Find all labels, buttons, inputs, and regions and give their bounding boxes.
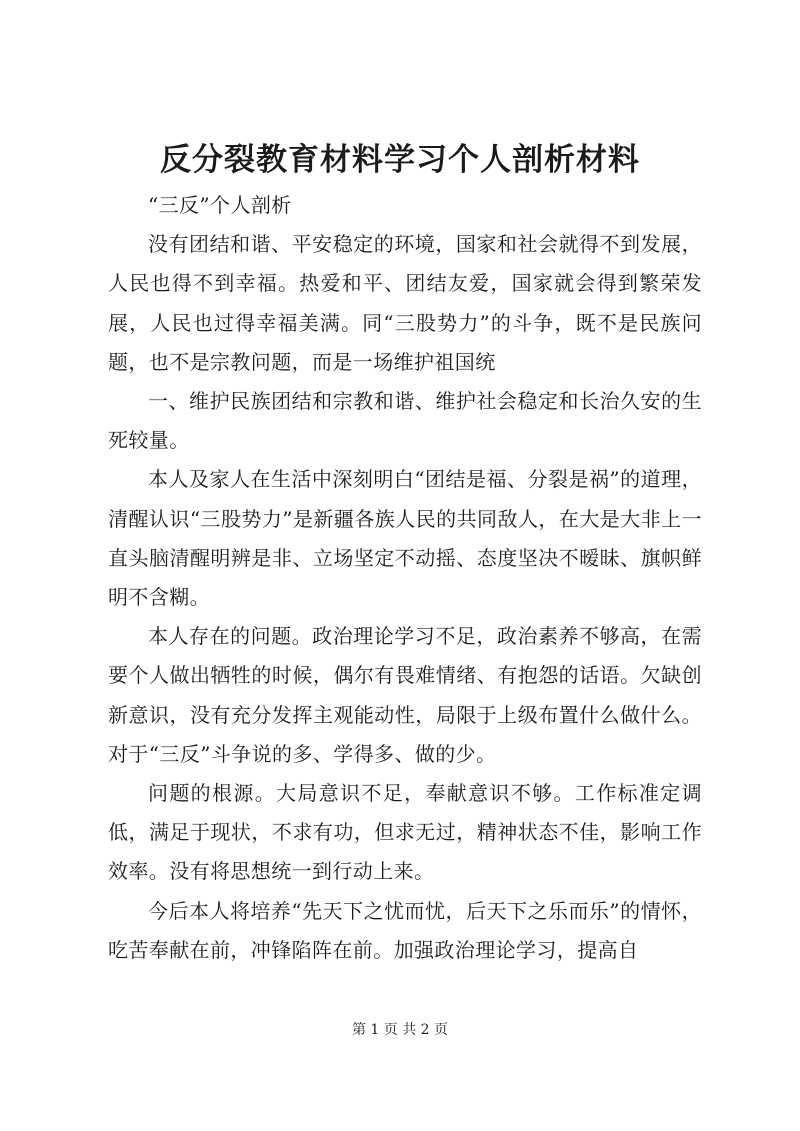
paragraph: 问题的根源。大局意识不足，奉献意识不够。工作标准定调低，满足于现状，不求有功，但求无过，精神状态不佳，影响工作效率。没有将思想统一到行动上来。 [108,781,702,884]
document-body [108,186,702,970]
paragraph: 本人存在的问题。政治理论学习不足，政治素养不够高，在需要个人做出牺牲的时候，偶尔有畏难情绪、有抱怨的话语。欠缺创新意识，没有充分发挥主观能动性，局限于上级布置什么做什么。对于“三反”斗争说的多、学得多、做的少。 [108,624,702,766]
paragraph: 今后本人将培养“先天下之忧而忧，后天下之乐而乐”的情怀，吃苦奉献在前，冲锋陷阵在前。加强政治理论学习，提高自 [108,898,702,962]
document-title: 反分裂教育材料学习个人剖析材料 [160,142,640,178]
section-subheading: “三反”个人剖析 [148,193,292,217]
paragraph: 没有团结和谐、平安稳定的环境，国家和社会就得不到发展，人民也得不到幸福。热爱和平、团结友爱，国家就会得到繁荣发展，人民也过得幸福美满。同“三股势力”的斗争，既不是民族问题，也不是宗教问题，而是一场维护祖国统 [108,232,702,374]
paragraph: 一、维护民族团结和宗教和谐、维护社会稳定和长治久安的生死较量。 [108,389,702,453]
page-number-footer: 第 1 页 共 2 页 [351,1022,449,1038]
paragraph: 本人及家人在生活中深刻明白“团结是福、分裂是祸”的道理，清醒认识“三股势力”是新疆各族人民的共同敌人，在大是大非上一直头脑清醒明辨是非、立场坚定不动摇、态度坚决不暧昧、旗帜鲜明不含糊。 [108,467,702,610]
